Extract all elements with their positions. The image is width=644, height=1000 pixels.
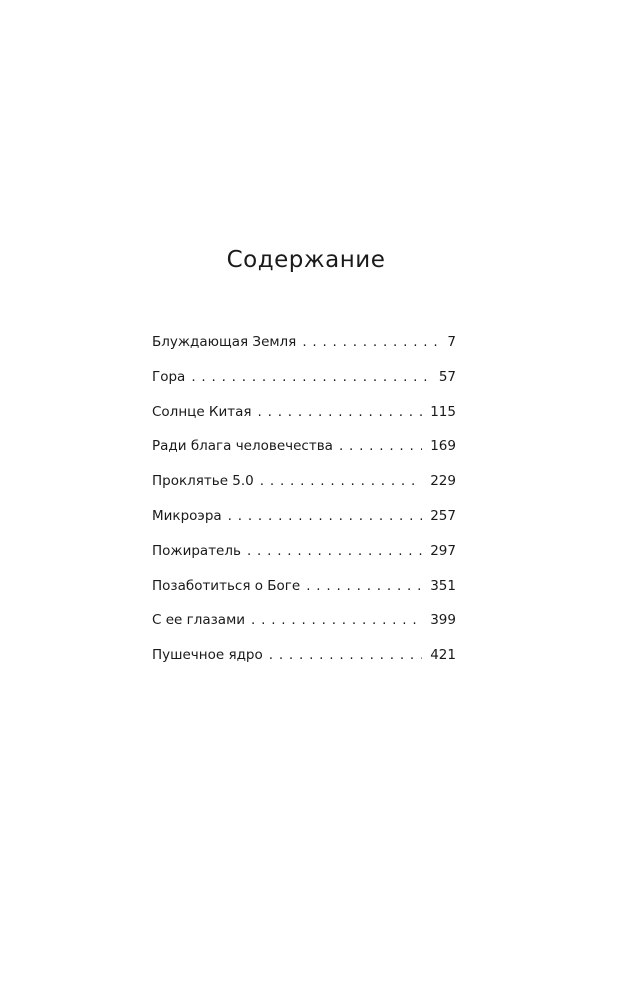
toc-page-number: 169: [430, 438, 456, 455]
toc-entry-title: Проклятье 5.0: [152, 473, 254, 490]
toc-entry-title: Солнце Китая: [152, 403, 252, 420]
toc-entry: [152, 610, 456, 645]
table-of-contents: [152, 332, 456, 680]
toc-entry-title: Позаботиться о Боге: [152, 577, 301, 594]
toc-page-number: 7: [447, 334, 456, 350]
toc-entry-title: Гора: [152, 368, 186, 385]
toc-page-number: 351: [430, 577, 456, 594]
dot-leader: [258, 402, 423, 422]
toc-page-number: 229: [430, 473, 456, 490]
toc-entry: [152, 576, 456, 611]
toc-entry: [152, 367, 456, 402]
toc-entry: [152, 541, 456, 576]
dot-leader: [302, 332, 439, 352]
dot-leader: [260, 471, 422, 491]
toc-entry-title: Пожиратель: [152, 542, 241, 559]
toc-entry: [152, 402, 456, 437]
toc-page-number: 399: [430, 612, 456, 629]
toc-entry-title: Микроэра: [152, 507, 222, 524]
toc-page-number: 115: [430, 403, 456, 420]
toc-entry: [152, 436, 456, 471]
dot-leader: [247, 541, 422, 561]
toc-entry-title: Ради блага человечества: [152, 438, 333, 455]
toc-page-number: 297: [430, 542, 456, 559]
dot-leader: [339, 436, 422, 456]
dot-leader: [228, 506, 423, 526]
toc-entry-title: Блуждающая Земля: [152, 334, 297, 350]
dot-leader: [269, 645, 422, 665]
toc-entry: [152, 645, 456, 680]
dot-leader: [191, 367, 430, 387]
toc-page-number: 57: [438, 368, 456, 385]
toc-entry-title: С ее глазами: [152, 612, 246, 629]
toc-entry-title: Пушечное ядро: [152, 647, 263, 664]
page-title: Содержание: [226, 247, 386, 273]
dot-leader: [251, 610, 422, 630]
toc-entry: [152, 332, 456, 367]
dot-leader: [306, 576, 422, 596]
toc-page-number: 421: [430, 647, 456, 664]
toc-entry: [152, 471, 456, 506]
toc-entry: [152, 506, 456, 541]
toc-page-number: 257: [430, 507, 456, 524]
